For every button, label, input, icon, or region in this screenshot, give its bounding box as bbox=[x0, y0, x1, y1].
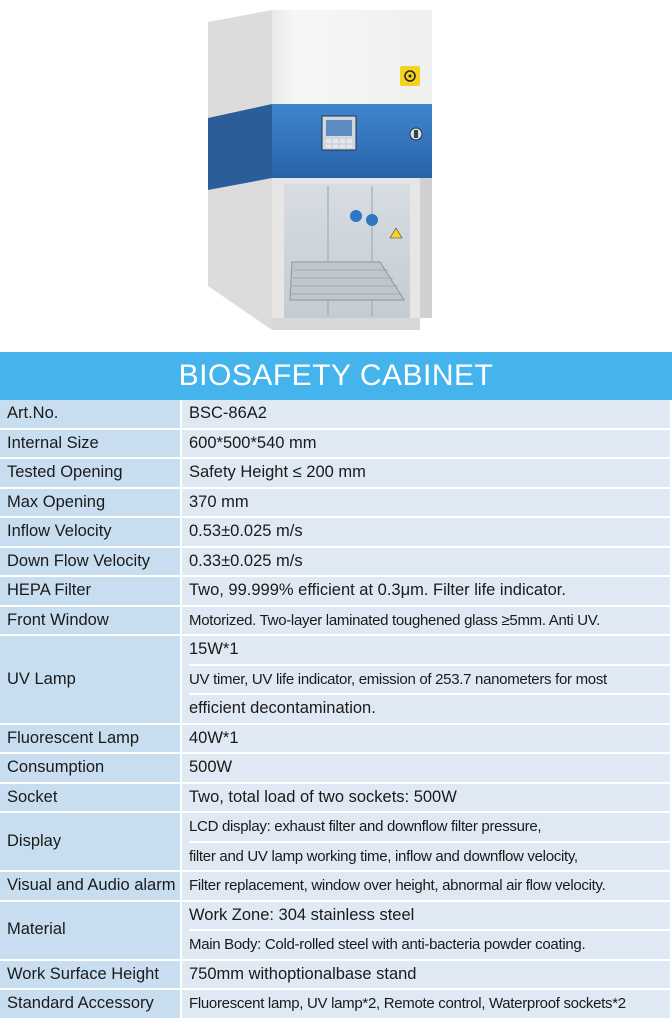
spec-value-line: Main Body: Cold-rolled steel with anti-bacteria powder coating. bbox=[189, 936, 586, 953]
spec-value bbox=[181, 960, 671, 990]
spec-value bbox=[181, 400, 671, 429]
spec-value-line: 40W*1 bbox=[189, 728, 239, 747]
page-title: BIOSAFETY CABINET bbox=[0, 352, 672, 400]
spec-table bbox=[0, 400, 672, 1020]
spec-value bbox=[181, 753, 671, 783]
spec-value bbox=[181, 635, 671, 724]
spec-row bbox=[0, 753, 671, 783]
spec-label: Inflow Velocity bbox=[0, 517, 181, 547]
spec-row bbox=[0, 812, 671, 871]
spec-value-line: Two, total load of two sockets: 500W bbox=[189, 787, 457, 806]
spec-value-line: 600*500*540 mm bbox=[189, 433, 317, 452]
spec-value-line: filter and UV lamp working time, inflow and downflow velocity, bbox=[189, 847, 578, 865]
spec-row bbox=[0, 458, 671, 488]
spec-value-line: efficient decontamination. bbox=[189, 699, 376, 717]
spec-value-line: 750mm withoptionalbase stand bbox=[189, 964, 417, 983]
spec-value bbox=[181, 488, 671, 518]
spec-label: Visual and Audio alarm bbox=[0, 871, 181, 901]
spec-row bbox=[0, 724, 671, 754]
spec-value-line: 0.33±0.025 m/s bbox=[189, 551, 303, 570]
spec-row bbox=[0, 960, 671, 990]
spec-label: Max Opening bbox=[0, 488, 181, 518]
spec-value bbox=[181, 517, 671, 547]
spec-value-line: Fluorescent lamp, UV lamp*2, Remote control, Waterproof sockets*2 bbox=[189, 995, 626, 1012]
spec-value-line: LCD display: exhaust filter and downflow filter pressure, bbox=[189, 813, 670, 843]
spec-label: Fluorescent Lamp bbox=[0, 724, 181, 754]
spec-value-line: 370 mm bbox=[189, 492, 249, 511]
spec-label: UV Lamp bbox=[0, 635, 181, 724]
spec-label: Display bbox=[0, 812, 181, 871]
spec-row bbox=[0, 635, 671, 724]
spec-label: Down Flow Velocity bbox=[0, 547, 181, 577]
spec-value-line: 15W*1 bbox=[189, 636, 670, 666]
spec-row bbox=[0, 547, 671, 577]
biosafety-cabinet-illustration bbox=[0, 0, 672, 352]
spec-row bbox=[0, 488, 671, 518]
spec-value bbox=[181, 989, 671, 1019]
spec-label: Art.No. bbox=[0, 400, 181, 429]
spec-value bbox=[181, 429, 671, 459]
spec-value-line: UV timer, UV life indicator, emission of 253.7 nanometers for most bbox=[189, 666, 670, 696]
spec-value-line: 0.53±0.025 m/s bbox=[189, 522, 303, 540]
spec-value bbox=[181, 724, 671, 754]
spec-value bbox=[181, 458, 671, 488]
spec-value bbox=[181, 812, 671, 871]
spec-row bbox=[0, 429, 671, 459]
spec-row bbox=[0, 901, 671, 960]
spec-value bbox=[181, 871, 671, 901]
spec-label: Material bbox=[0, 901, 181, 960]
spec-label: Socket bbox=[0, 783, 181, 813]
spec-value-line: Two, 99.999% efficient at 0.3μm. Filter life indicator. bbox=[189, 581, 566, 599]
spec-value-line: Filter replacement, window over height, abnormal air flow velocity. bbox=[189, 877, 606, 894]
spec-value bbox=[181, 606, 671, 636]
spec-value-line: Work Zone: 304 stainless steel bbox=[189, 902, 670, 932]
spec-label: HEPA Filter bbox=[0, 576, 181, 606]
spec-value-line: Motorized. Two-layer laminated toughened glass ≥5mm. Anti UV. bbox=[189, 611, 600, 629]
spec-row bbox=[0, 783, 671, 813]
spec-label: Work Surface Height bbox=[0, 960, 181, 990]
spec-value bbox=[181, 576, 671, 606]
spec-row bbox=[0, 517, 671, 547]
spec-value-line: BSC-86A2 bbox=[189, 404, 267, 422]
product-photo bbox=[0, 0, 672, 352]
spec-row bbox=[0, 606, 671, 636]
spec-row bbox=[0, 576, 671, 606]
spec-row bbox=[0, 400, 671, 429]
spec-label: Standard Accessory bbox=[0, 989, 181, 1019]
spec-label: Front Window bbox=[0, 606, 181, 636]
spec-label: Internal Size bbox=[0, 429, 181, 459]
spec-value-line: 500W bbox=[189, 758, 233, 776]
spec-value-line: Safety Height ≤ 200 mm bbox=[189, 463, 366, 481]
spec-value bbox=[181, 901, 671, 960]
spec-row bbox=[0, 989, 671, 1019]
spec-label: Consumption bbox=[0, 753, 181, 783]
spec-value bbox=[181, 547, 671, 577]
biohazard-icon bbox=[400, 66, 420, 86]
spec-label: Tested Opening bbox=[0, 458, 181, 488]
spec-value bbox=[181, 783, 671, 813]
spec-row bbox=[0, 871, 671, 901]
